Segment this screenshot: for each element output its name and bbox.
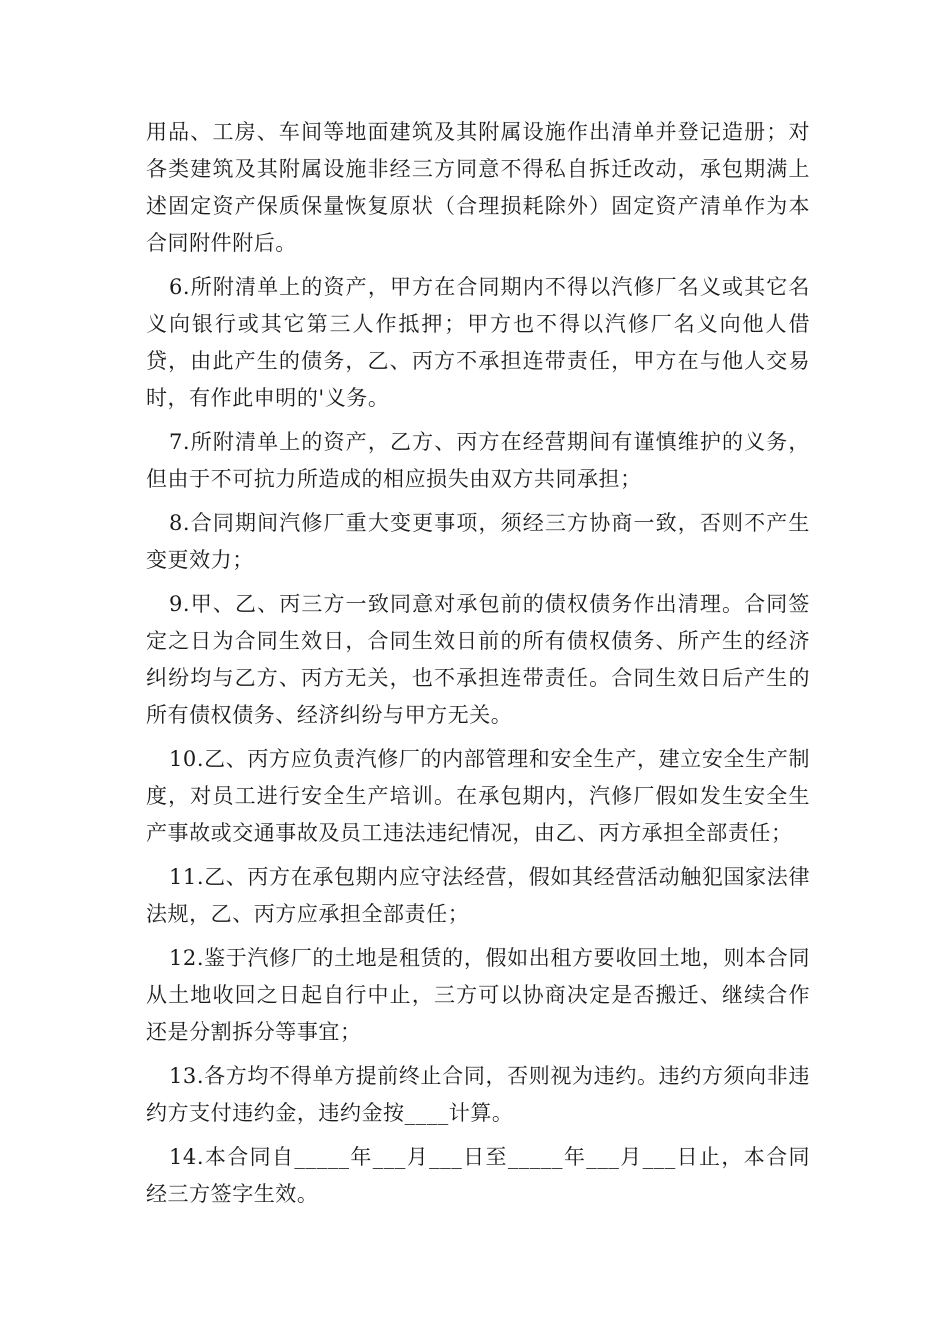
clause-10: 10.乙、丙方应负责汽修厂的内部管理和安全生产，建立安全生产制度，对员工进行安全生产培训。在承包期内，汽修厂假如发生安全生产事故或交通事故及员工违法违纪情况，由乙、丙方承担全部责任； bbox=[146, 747, 810, 845]
document-body bbox=[146, 114, 810, 1220]
clause-6: 6.所附清单上的资产，甲方在合同期内不得以汽修厂名义或其它名义向银行或其它第三人作抵押；甲方也不得以汽修厂名义向他人借贷，由此产生的债务，乙、丙方不承担连带责任，甲方在与他人交易时，有作此申明的'义务。 bbox=[146, 275, 810, 410]
clause-8: 8.合同期间汽修厂重大变更事项，须经三方协商一致，否则不产生变更效力； bbox=[146, 511, 810, 572]
paragraph-continued: 用品、工房、车间等地面建筑及其附属设施作出清单并登记造册；对各类建筑及其附属设施非经三方同意不得私自拆迁改动，承包期满上述固定资产保质保量恢复原状（合理损耗除外）固定资产清单作为本合同附件附后。 bbox=[146, 120, 810, 255]
clause-9: 9.甲、乙、丙三方一致同意对承包前的债权债务作出清理。合同签定之日为合同生效日，合同生效日前的所有债权债务、所产生的经济纠纷均与乙方、丙方无关，也不承担连带责任。合同生效日后产生的所有债权债务、经济纠纷与甲方无关。 bbox=[146, 592, 810, 727]
clause-11: 11.乙、丙方在承包期内应守法经营，假如其经营活动触犯国家法律法规，乙、丙方应承担全部责任； bbox=[146, 865, 810, 926]
clause-14: 14.本合同自_____年___月___日至_____年___月___日止，本合同经三方签字生效。 bbox=[146, 1145, 810, 1206]
clause-12: 12.鉴于汽修厂的土地是租赁的，假如出租方要收回土地，则本合同从土地收回之日起自行中止，三方可以协商决定是否搬迁、继续合作还是分割拆分等事宜； bbox=[146, 946, 810, 1044]
clause-13: 13.各方均不得单方提前终止合同，否则视为违约。违约方须向非违约方支付违约金，违约金按____计算。 bbox=[146, 1064, 810, 1125]
clause-7: 7.所附清单上的资产，乙方、丙方在经营期间有谨慎维护的义务，但由于不可抗力所造成的相应损失由双方共同承担； bbox=[146, 430, 810, 491]
